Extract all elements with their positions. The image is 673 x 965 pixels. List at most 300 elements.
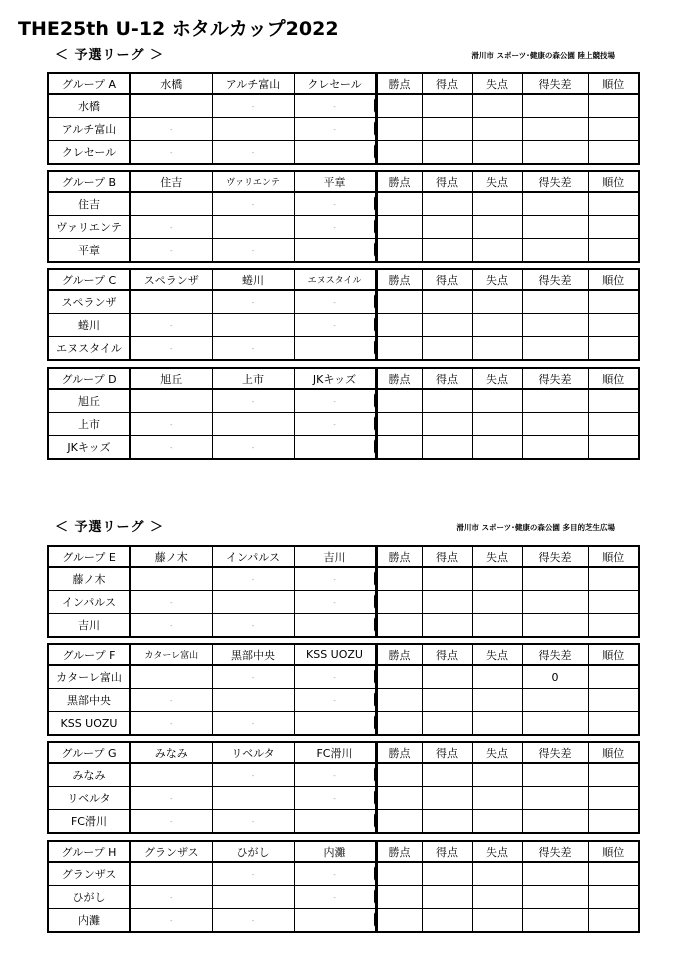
stat-cell	[588, 763, 639, 787]
match-result-cell	[212, 665, 294, 689]
match-result-cell	[130, 886, 212, 909]
column-team-name: みなみ	[130, 742, 212, 763]
placeholder-dot: -	[251, 576, 255, 585]
stat-cell	[472, 290, 522, 314]
self-match-cell	[130, 94, 212, 118]
column-header: 順位	[588, 73, 639, 94]
row-team-name: インパルス	[48, 591, 130, 614]
stat-cell	[376, 290, 422, 314]
column-team-name: 上市	[212, 368, 294, 389]
stat-cell	[422, 216, 472, 239]
group-name: グループ G	[48, 742, 130, 763]
column-header: 順位	[588, 171, 639, 192]
stat-cell	[376, 909, 422, 933]
stat-cell	[422, 314, 472, 337]
match-result-cell	[294, 787, 376, 810]
placeholder-dot: -	[169, 599, 173, 608]
match-result-cell	[294, 567, 376, 591]
stat-cell	[522, 689, 588, 712]
column-header: 順位	[588, 841, 639, 862]
column-team-name: リベルタ	[212, 742, 294, 763]
stat-cell	[472, 787, 522, 810]
row-team-name: 内灘	[48, 909, 130, 933]
stat-cell	[588, 436, 639, 460]
stat-cell	[472, 665, 522, 689]
match-result-cell	[212, 389, 294, 413]
stat-cell	[588, 909, 639, 933]
match-result-cell	[294, 763, 376, 787]
placeholder-dot: -	[251, 444, 255, 453]
column-header: 得点	[422, 644, 472, 665]
placeholder-dot: -	[333, 674, 336, 683]
stat-cell	[588, 689, 639, 712]
stat-cell	[422, 94, 472, 118]
stat-cell	[588, 862, 639, 886]
section-label: ＜ 予選リーグ ＞	[55, 48, 165, 63]
stat-cell	[422, 389, 472, 413]
stat-cell	[422, 290, 472, 314]
stat-cell	[376, 118, 422, 141]
row-team-name: クレセール	[48, 141, 130, 165]
stat-cell	[588, 591, 639, 614]
stat-cell	[588, 614, 639, 638]
column-team-name: JKキッズ	[294, 368, 376, 389]
match-result-cell	[130, 216, 212, 239]
stat-cell	[472, 94, 522, 118]
column-team-name: 住吉	[130, 171, 212, 192]
stat-cell	[472, 886, 522, 909]
self-match-cell	[294, 810, 376, 834]
stat-cell	[376, 94, 422, 118]
stat-cell	[376, 614, 422, 638]
column-team-name: 黒部中央	[212, 644, 294, 665]
match-result-cell	[130, 413, 212, 436]
stat-cell	[522, 216, 588, 239]
column-team-name: FC滑川	[294, 742, 376, 763]
column-team-name: ヴァリエンテ	[212, 171, 294, 192]
self-match-cell	[130, 389, 212, 413]
row-team-name: FC滑川	[48, 810, 130, 834]
column-team-name: インパルス	[212, 546, 294, 567]
self-match-cell	[130, 567, 212, 591]
stat-cell	[422, 141, 472, 165]
stat-cell	[376, 192, 422, 216]
placeholder-dot: -	[169, 894, 173, 903]
match-result-cell	[212, 436, 294, 460]
team-row	[48, 141, 639, 165]
placeholder-dot: -	[251, 247, 255, 256]
team-row	[48, 192, 639, 216]
column-header: 得失差	[522, 742, 588, 763]
column-team-name: スペランザ	[130, 269, 212, 290]
match-result-cell	[212, 94, 294, 118]
stat-cell	[588, 118, 639, 141]
placeholder-dot: -	[333, 398, 336, 407]
match-result-cell	[212, 290, 294, 314]
stat-cell	[522, 614, 588, 638]
placeholder-dot: -	[169, 247, 173, 256]
group-name: グループ A	[48, 73, 130, 94]
team-row	[48, 337, 639, 361]
self-match-cell	[130, 763, 212, 787]
stat-cell	[588, 810, 639, 834]
match-result-cell	[130, 436, 212, 460]
stat-cell	[522, 436, 588, 460]
column-header: 順位	[588, 644, 639, 665]
self-match-cell	[212, 787, 294, 810]
match-result-cell	[212, 192, 294, 216]
row-team-name: エヌスタイル	[48, 337, 130, 361]
placeholder-dot: -	[333, 894, 336, 903]
team-row	[48, 314, 639, 337]
match-result-cell	[212, 337, 294, 361]
match-result-cell	[294, 192, 376, 216]
stat-cell	[422, 118, 472, 141]
group-table	[47, 367, 640, 460]
stat-cell	[376, 314, 422, 337]
stat-cell	[376, 689, 422, 712]
stat-cell	[522, 862, 588, 886]
team-row	[48, 239, 639, 263]
stat-cell	[522, 141, 588, 165]
stat-cell	[588, 413, 639, 436]
placeholder-dot: -	[333, 322, 336, 331]
column-header: 失点	[472, 171, 522, 192]
stat-cell	[376, 787, 422, 810]
stat-cell	[472, 192, 522, 216]
stat-cell	[376, 239, 422, 263]
match-result-cell	[294, 94, 376, 118]
row-team-name: みなみ	[48, 763, 130, 787]
stat-cell	[588, 216, 639, 239]
stat-cell	[472, 314, 522, 337]
column-team-name: クレセール	[294, 73, 376, 94]
stat-cell	[472, 614, 522, 638]
stat-cell	[422, 763, 472, 787]
match-result-cell	[212, 239, 294, 263]
team-row	[48, 689, 639, 712]
placeholder-dot: -	[333, 103, 336, 112]
stat-cell	[588, 94, 639, 118]
self-match-cell	[130, 192, 212, 216]
stat-cell	[522, 337, 588, 361]
placeholder-dot: -	[251, 299, 255, 308]
match-result-cell	[130, 239, 212, 263]
row-team-name: グランザス	[48, 862, 130, 886]
placeholder-dot: -	[169, 224, 173, 233]
match-result-cell	[212, 862, 294, 886]
team-row	[48, 413, 639, 436]
row-team-name: 上市	[48, 413, 130, 436]
stat-cell	[422, 239, 472, 263]
stat-cell	[588, 192, 639, 216]
team-row	[48, 118, 639, 141]
stat-cell	[376, 886, 422, 909]
column-header: 得失差	[522, 644, 588, 665]
stat-cell	[422, 712, 472, 736]
match-result-cell	[130, 689, 212, 712]
column-header: 順位	[588, 368, 639, 389]
stat-cell	[472, 239, 522, 263]
column-header: 得点	[422, 742, 472, 763]
stat-cell	[472, 118, 522, 141]
column-header: 勝点	[376, 644, 422, 665]
stat-cell	[522, 886, 588, 909]
column-header: 得失差	[522, 269, 588, 290]
column-header: 得点	[422, 841, 472, 862]
stat-cell	[522, 314, 588, 337]
stat-cell	[588, 314, 639, 337]
match-result-cell	[130, 787, 212, 810]
group-table	[47, 268, 640, 361]
stat-cell	[472, 763, 522, 787]
stat-cell	[376, 567, 422, 591]
group-name: グループ C	[48, 269, 130, 290]
self-match-cell	[130, 862, 212, 886]
column-header: 失点	[472, 742, 522, 763]
column-team-name: エヌスタイル	[294, 269, 376, 290]
placeholder-dot: -	[333, 599, 336, 608]
stat-cell	[588, 886, 639, 909]
team-row	[48, 389, 639, 413]
stat-cell	[376, 712, 422, 736]
stat-cell	[522, 763, 588, 787]
row-team-name: 旭丘	[48, 389, 130, 413]
match-result-cell	[212, 909, 294, 933]
placeholder-dot: -	[333, 697, 336, 706]
self-match-cell	[212, 886, 294, 909]
stat-cell	[522, 591, 588, 614]
stat-cell	[522, 389, 588, 413]
group-table	[47, 840, 640, 933]
placeholder-dot: -	[251, 103, 255, 112]
column-header: 勝点	[376, 73, 422, 94]
self-match-cell	[212, 413, 294, 436]
stat-cell	[522, 712, 588, 736]
self-match-cell	[294, 141, 376, 165]
venue-label: 滑川市 スポーツ･健康の森公園 多目的芝生広場	[456, 523, 615, 532]
placeholder-dot: -	[169, 818, 173, 827]
stat-cell	[376, 216, 422, 239]
stat-cell	[588, 567, 639, 591]
column-header: 勝点	[376, 269, 422, 290]
placeholder-dot: -	[251, 818, 255, 827]
stat-cell	[588, 239, 639, 263]
stat-cell	[376, 436, 422, 460]
group-name: グループ F	[48, 644, 130, 665]
self-match-cell	[212, 118, 294, 141]
stat-cell	[422, 665, 472, 689]
stat-cell	[588, 141, 639, 165]
column-team-name: KSS UOZU	[294, 644, 376, 665]
match-result-cell	[130, 614, 212, 638]
group-name: グループ H	[48, 841, 130, 862]
column-header: 順位	[588, 269, 639, 290]
match-result-cell	[212, 614, 294, 638]
stat-cell	[472, 591, 522, 614]
column-header: 勝点	[376, 841, 422, 862]
match-result-cell	[130, 712, 212, 736]
row-team-name: リベルタ	[48, 787, 130, 810]
team-row	[48, 886, 639, 909]
stat-cell	[472, 389, 522, 413]
column-header: 得失差	[522, 546, 588, 567]
stat-cell	[472, 413, 522, 436]
placeholder-dot: -	[251, 622, 255, 631]
row-team-name: 蜷川	[48, 314, 130, 337]
stat-cell: 0	[522, 665, 588, 689]
self-match-cell	[294, 909, 376, 933]
match-result-cell	[212, 712, 294, 736]
stat-cell	[422, 337, 472, 361]
column-team-name: 藤ノ木	[130, 546, 212, 567]
stat-cell	[376, 591, 422, 614]
match-result-cell	[130, 909, 212, 933]
stat-cell	[522, 567, 588, 591]
match-result-cell	[294, 413, 376, 436]
placeholder-dot: -	[251, 149, 255, 158]
stat-cell	[522, 909, 588, 933]
stat-cell	[588, 337, 639, 361]
group-table	[47, 72, 640, 165]
stat-cell	[472, 862, 522, 886]
stat-cell	[472, 712, 522, 736]
placeholder-dot: -	[251, 772, 255, 781]
match-result-cell	[130, 591, 212, 614]
stat-cell	[422, 567, 472, 591]
group-name: グループ D	[48, 368, 130, 389]
placeholder-dot: -	[333, 871, 336, 880]
row-team-name: ヴァリエンテ	[48, 216, 130, 239]
match-result-cell	[294, 118, 376, 141]
stat-cell	[422, 591, 472, 614]
team-row	[48, 216, 639, 239]
placeholder-dot: -	[333, 126, 336, 135]
group-table	[47, 741, 640, 834]
stat-cell	[522, 787, 588, 810]
stat-cell	[522, 290, 588, 314]
column-team-name: 吉川	[294, 546, 376, 567]
stat-cell	[422, 862, 472, 886]
match-result-cell	[294, 689, 376, 712]
team-row	[48, 614, 639, 638]
stat-cell	[422, 192, 472, 216]
placeholder-dot: -	[169, 149, 173, 158]
match-result-cell	[212, 810, 294, 834]
column-header: 得失差	[522, 171, 588, 192]
stat-cell	[472, 909, 522, 933]
placeholder-dot: -	[251, 398, 255, 407]
placeholder-dot: -	[169, 345, 173, 354]
placeholder-dot: -	[333, 224, 336, 233]
placeholder-dot: -	[169, 697, 173, 706]
group-name: グループ B	[48, 171, 130, 192]
placeholder-dot: -	[333, 576, 336, 585]
stat-cell	[588, 389, 639, 413]
self-match-cell	[294, 337, 376, 361]
stat-cell	[422, 436, 472, 460]
column-team-name: ひがし	[212, 841, 294, 862]
stat-cell	[522, 94, 588, 118]
stat-cell	[588, 712, 639, 736]
stat-cell	[376, 337, 422, 361]
stat-cell	[422, 886, 472, 909]
stat-cell	[588, 787, 639, 810]
column-header: 勝点	[376, 171, 422, 192]
self-match-cell	[294, 436, 376, 460]
column-header: 得点	[422, 368, 472, 389]
stat-cell	[422, 413, 472, 436]
column-header: 失点	[472, 546, 522, 567]
self-match-cell	[212, 689, 294, 712]
stat-cell	[376, 763, 422, 787]
stat-cell	[472, 689, 522, 712]
match-result-cell	[130, 314, 212, 337]
placeholder-dot: -	[251, 871, 255, 880]
row-team-name: アルチ富山	[48, 118, 130, 141]
column-header: 勝点	[376, 742, 422, 763]
placeholder-dot: -	[251, 674, 255, 683]
match-result-cell	[212, 763, 294, 787]
row-team-name: 吉川	[48, 614, 130, 638]
group-name: グループ E	[48, 546, 130, 567]
self-match-cell	[212, 591, 294, 614]
placeholder-dot: -	[251, 720, 255, 729]
stat-cell	[472, 567, 522, 591]
column-header: 失点	[472, 269, 522, 290]
self-match-cell	[130, 665, 212, 689]
column-team-name: カターレ富山	[130, 644, 212, 665]
placeholder-dot: -	[169, 421, 173, 430]
placeholder-dot: -	[333, 795, 336, 804]
self-match-cell	[212, 216, 294, 239]
match-result-cell	[294, 591, 376, 614]
stat-cell	[422, 614, 472, 638]
placeholder-dot: -	[251, 345, 255, 354]
match-result-cell	[294, 216, 376, 239]
self-match-cell	[130, 290, 212, 314]
stat-cell	[376, 389, 422, 413]
team-row	[48, 810, 639, 834]
group-table	[47, 643, 640, 736]
self-match-cell	[212, 314, 294, 337]
stat-cell	[472, 810, 522, 834]
column-header: 失点	[472, 841, 522, 862]
column-header: 得点	[422, 269, 472, 290]
stat-cell	[422, 810, 472, 834]
column-team-name: 平章	[294, 171, 376, 192]
row-team-name: 水橋	[48, 94, 130, 118]
group-table	[47, 545, 640, 638]
team-row	[48, 94, 639, 118]
team-row	[48, 909, 639, 933]
column-header: 失点	[472, 644, 522, 665]
stat-cell	[472, 216, 522, 239]
stat-cell	[522, 118, 588, 141]
stat-cell	[472, 141, 522, 165]
row-team-name: KSS UOZU	[48, 712, 130, 736]
stat-cell	[472, 337, 522, 361]
stat-cell	[376, 413, 422, 436]
column-header: 得失差	[522, 368, 588, 389]
match-result-cell	[130, 141, 212, 165]
match-result-cell	[294, 862, 376, 886]
placeholder-dot: -	[169, 622, 173, 631]
match-result-cell	[212, 141, 294, 165]
row-team-name: JKキッズ	[48, 436, 130, 460]
row-team-name: 住吉	[48, 192, 130, 216]
placeholder-dot: -	[169, 720, 173, 729]
